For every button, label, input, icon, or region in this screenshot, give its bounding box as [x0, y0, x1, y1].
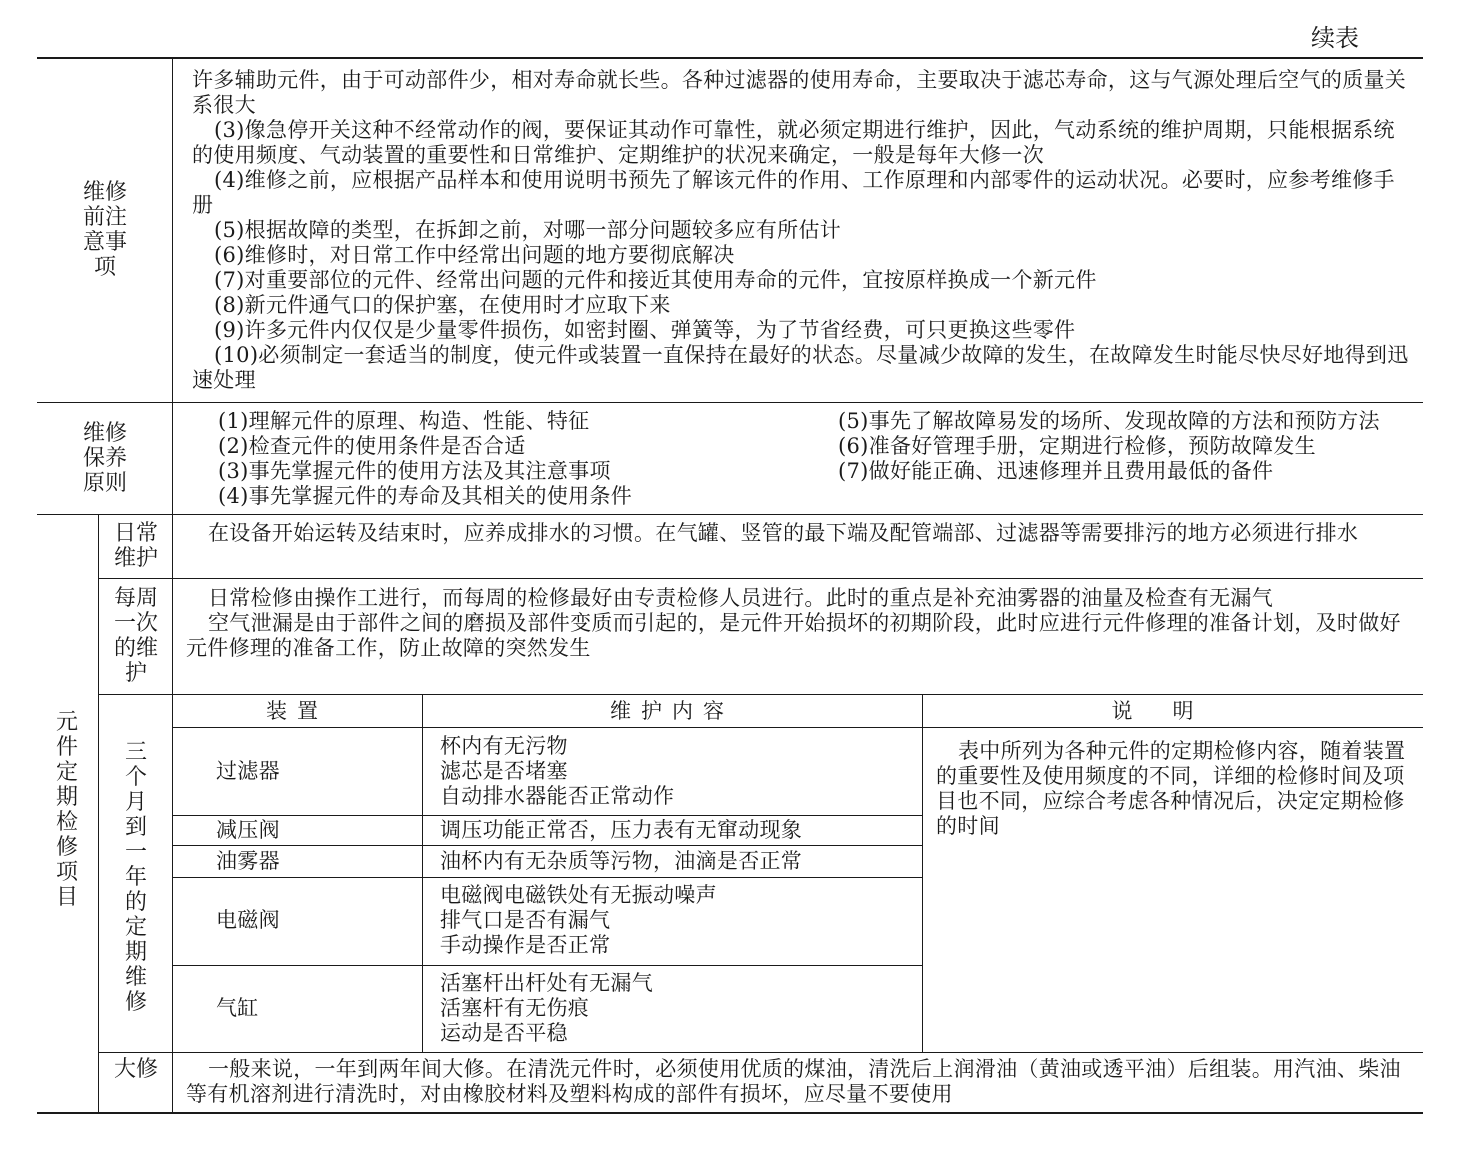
column-divider	[98, 514, 99, 1112]
row-label-principles: 维修保养原则	[82, 421, 127, 496]
row-divider	[98, 694, 1423, 695]
note-paragraph: (9)许多元件内仅仅是少量零件损伤，如密封圈、弹簧等，为了节省经费，可只更换这些零件	[214, 318, 1076, 342]
content-cell	[440, 818, 910, 843]
weekly-paragraph: 空气泄漏是由于部件之间的磨损及部件变质而引起的，是元件开始损坏的初期阶段，此时应进行元件修理的准备计划，及时做好元件修理的准备工作，防止故障的突然发生	[186, 611, 1401, 660]
check-item: 活塞杆有无伤痕	[440, 996, 590, 1020]
principle-item: (1)理解元件的原理、构造、性能、特征	[218, 409, 590, 433]
subtable-row-divider	[172, 815, 922, 816]
subtable-column-divider	[422, 694, 423, 1052]
row-divider	[98, 578, 1423, 579]
check-item: 排气口是否有漏气	[440, 908, 611, 932]
overhaul-paragraph: 一般来说，一年到两年间大修。在清洗元件时，必须使用优质的煤油，清洗后上润滑油（黄油或透平油）后组装。用汽油、柴油等有机溶剂进行清洗时，对由橡胶材料及塑料构成的部件有损坏，应尽量不要使用	[186, 1057, 1401, 1106]
daily-text	[186, 521, 1416, 546]
subtable-row-divider	[172, 845, 922, 846]
principle-item: (7)做好能正确、迅速修理并且费用最低的备件	[838, 459, 1274, 483]
check-item: 手动操作是否正常	[440, 933, 611, 957]
note-text: 表中所列为各种元件的定期检修内容，随着装置的重要性及使用频度的不同，详细的检修时间及项目也不同，应综合考虑各种情况后，决定定期检修的时间	[936, 739, 1406, 838]
check-item: 活塞杆出杆处有无漏气	[440, 971, 653, 995]
row-divider	[37, 402, 1423, 403]
device-cell: 气缸	[216, 996, 259, 1020]
check-item: 电磁阀电磁铁处有无振动噪声	[440, 883, 717, 907]
device-cell: 过滤器	[216, 759, 280, 783]
subtable-row-divider	[172, 877, 922, 878]
note-paragraph: (10)必须制定一套适当的制度，使元件或装置一直保持在最好的状态。尽量减少故障的发生，在故障发生时能尽快尽好地得到迅速处理	[192, 343, 1409, 392]
note-paragraph: (8)新元件通气口的保护塞，在使用时才应取下来	[214, 293, 671, 317]
principle-item: (2)检查元件的使用条件是否合适	[218, 434, 526, 458]
principle-item: (4)事先掌握元件的寿命及其相关的使用条件	[218, 484, 633, 508]
content-cell	[440, 734, 910, 809]
device-cell: 减压阀	[216, 818, 280, 842]
note-paragraph: 许多辅助元件，由于可动部件少，相对寿命就长些。各种过滤器的使用寿命，主要取决于滤芯寿命，这与气源处理后空气的质量关系很大	[192, 68, 1407, 117]
device-cell: 电磁阀	[216, 908, 280, 932]
principle-item: (6)准备好管理手册，定期进行检修，预防故障发生	[838, 434, 1316, 458]
weekly-paragraph: 日常检修由操作工进行，而每周的检修最好由专责检修人员进行。此时的重点是补充油雾器的油量及检查有无漏气	[208, 586, 1273, 610]
device-cell: 油雾器	[216, 849, 280, 873]
overhaul-text	[186, 1057, 1416, 1107]
note-paragraph: (4)维修之前，应根据产品样本和使用说明书预先了解该元件的作用、工作原理和内部零件的运动状况。必要时，应参考维修手册	[192, 168, 1395, 217]
row-divider	[98, 1052, 1423, 1053]
principle-item: (5)事先了解故障易发的场所、发现故障的方法和预防方法	[838, 409, 1380, 433]
row-label-daily: 日常维护	[113, 521, 158, 571]
row-label-overhaul: 大修	[113, 1057, 158, 1082]
weekly-text	[186, 586, 1416, 661]
subtable-header-divider	[172, 727, 1423, 728]
note-paragraph: (3)像急停开关这种不经常动作的阀，要保证其动作可靠性，就必须定期进行维护，因此，气动系统的维护周期，只能根据系统的使用频度、气动装置的重要性和日常维护、定期维护的状况来确定，一般是每年大修一次	[192, 118, 1395, 167]
note-cell	[936, 739, 1414, 839]
note-paragraph: (5)根据故障的类型，在拆卸之前，对哪一部分问题较多应有所估计	[214, 218, 842, 242]
header-content: 维护内容	[610, 699, 734, 723]
check-item: 滤芯是否堵塞	[440, 759, 568, 783]
pre-repair-notes	[192, 68, 1414, 393]
header-note: 说明	[1111, 699, 1234, 723]
row-label-pre-repair: 维修前注意事项	[82, 180, 127, 280]
table-top-rule	[37, 57, 1423, 59]
row-label-periodic: 元件定期检修项目	[55, 710, 78, 910]
column-divider	[172, 59, 173, 1112]
check-item: 调压功能正常否，压力表有无窜动现象	[440, 818, 803, 842]
content-cell	[440, 849, 910, 874]
subtable-row-divider	[172, 965, 922, 966]
principles-left-list	[196, 409, 796, 509]
check-item: 杯内有无污物	[440, 734, 568, 758]
table-bottom-rule	[37, 1112, 1423, 1114]
header-device: 装置	[266, 699, 328, 723]
row-label-weekly: 每周一次的维护	[113, 586, 158, 686]
row-divider	[37, 514, 1423, 515]
check-item: 油杯内有无杂质等污物，油滴是否正常	[440, 849, 803, 873]
check-item: 自动排水器能否正常动作	[440, 784, 675, 808]
daily-paragraph: 在设备开始运转及结束时，应养成排水的习惯。在气罐、竖管的最下端及配管端部、过滤器等需要排污的地方必须进行排水	[208, 521, 1359, 545]
note-paragraph: (6)维修时，对日常工作中经常出问题的地方要彻底解决	[214, 243, 735, 267]
row-label-quarterly: 三个月到一年的定期维修	[124, 740, 147, 1015]
content-cell	[440, 971, 910, 1046]
continuation-label: 续表	[1311, 24, 1359, 52]
check-item: 运动是否平稳	[440, 1021, 568, 1045]
note-paragraph: (7)对重要部位的元件、经常出问题的元件和接近其使用寿命的元件，宜按原样换成一个新元件	[214, 268, 1097, 292]
subtable-column-divider	[922, 694, 923, 1052]
principles-right-list	[816, 409, 1414, 484]
principle-item: (3)事先掌握元件的使用方法及其注意事项	[218, 459, 611, 483]
content-cell	[440, 883, 910, 958]
